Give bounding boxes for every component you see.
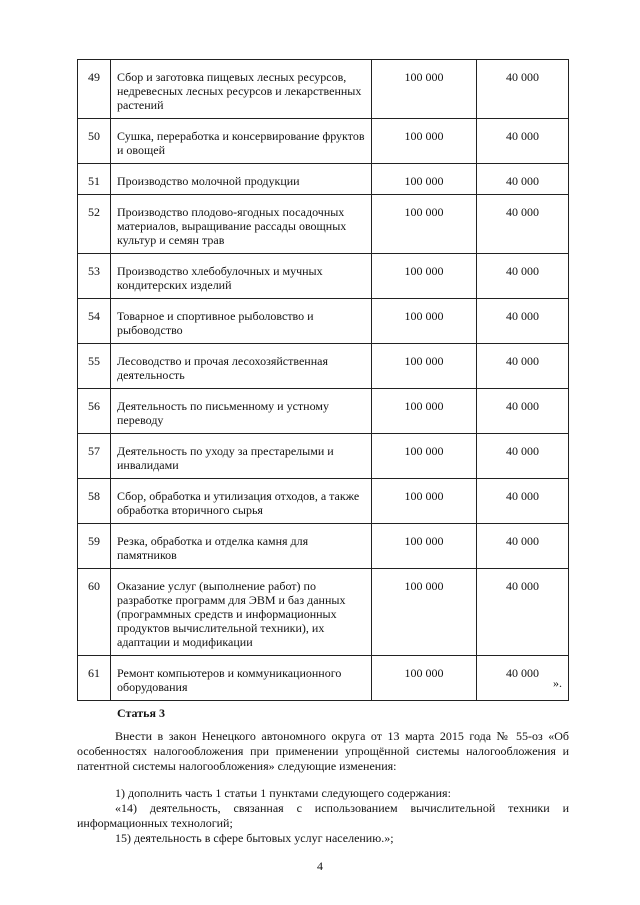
- table-row: [78, 479, 569, 524]
- activity-name-cell: Производство плодово-ягодных посадочных материалов, выращивание рассады овощных культур и семян трав: [111, 195, 372, 254]
- income-amount-cell: 100 000: [372, 656, 477, 701]
- activity-name-cell: Лесоводство и прочая лесохозяйственная деятельность: [111, 344, 372, 389]
- row-number-cell: 59: [78, 524, 111, 569]
- income-amount-cell: 100 000: [372, 195, 477, 254]
- row-number-cell: 52: [78, 195, 111, 254]
- activity-name-cell: Производство молочной продукции: [111, 164, 372, 195]
- second-amount-cell: 40 000: [477, 389, 569, 434]
- row-number-cell: 60: [78, 569, 111, 656]
- income-amount-cell: 100 000: [372, 299, 477, 344]
- second-amount-cell: 40 000: [477, 299, 569, 344]
- table-row: [78, 344, 569, 389]
- activity-name-cell: Оказание услуг (выполнение работ) по разработке программ для ЭВМ и баз данных (программных средств и информационных продуктов вычислительной техники), их адаптации и модификации: [111, 569, 372, 656]
- row-number-cell: 56: [78, 389, 111, 434]
- second-amount-cell: 40 000: [477, 569, 569, 656]
- income-amount-cell: 100 000: [372, 434, 477, 479]
- table-row: [78, 195, 569, 254]
- income-amount-cell: 100 000: [372, 479, 477, 524]
- income-amount-cell: 100 000: [372, 524, 477, 569]
- activity-name-cell: Сушка, переработка и консервирование фруктов и овощей: [111, 119, 372, 164]
- second-amount-cell: 40 000: [477, 254, 569, 299]
- article-paragraph-intro: Внести в закон Ненецкого автономного округа от 13 марта 2015 года № 55-оз «Об особенностях налогообложения при применении упрощённой системы налогообложения и патентной системы налогообложения» следующие изменения:: [77, 729, 569, 773]
- patent-activities-table: [77, 59, 569, 701]
- income-amount-cell: 100 000: [372, 164, 477, 195]
- article-paragraph-item-14: «14) деятельность, связанная с использованием вычислительной техники и информационных технологий;: [77, 801, 569, 830]
- row-number-cell: 54: [78, 299, 111, 344]
- income-amount-cell: 100 000: [372, 119, 477, 164]
- table-row: [78, 119, 569, 164]
- activity-name-cell: Резка, обработка и отделка камня для памятников: [111, 524, 372, 569]
- second-amount-cell: 40 000: [477, 164, 569, 195]
- activity-name-cell: Ремонт компьютеров и коммуникационного оборудования: [111, 656, 372, 701]
- second-amount-cell: 40 000: [477, 344, 569, 389]
- activity-name-cell: Производство хлебобулочных и мучных кондитерских изделий: [111, 254, 372, 299]
- page-number: 4: [317, 859, 323, 873]
- table-row: [78, 569, 569, 656]
- row-number-cell: 57: [78, 434, 111, 479]
- activity-name-cell: Товарное и спортивное рыболовство и рыбоводство: [111, 299, 372, 344]
- closing-quote: ».: [553, 676, 562, 690]
- income-amount-cell: 100 000: [372, 60, 477, 119]
- second-amount-cell: 40 000: [477, 434, 569, 479]
- income-amount-cell: 100 000: [372, 254, 477, 299]
- second-amount-cell: 40 000: [477, 60, 569, 119]
- second-amount-cell: 40 000: [477, 479, 569, 524]
- table-row: [78, 254, 569, 299]
- activity-name-cell: Деятельность по уходу за престарелыми и инвалидами: [111, 434, 372, 479]
- second-amount-cell: 40 000: [477, 195, 569, 254]
- row-number-cell: 55: [78, 344, 111, 389]
- table-row: [78, 299, 569, 344]
- article-title: Статья 3: [117, 706, 165, 720]
- article-paragraph-item-15: 15) деятельность в сфере бытовых услуг населению.»;: [115, 831, 394, 845]
- table-row: [78, 389, 569, 434]
- activity-name-cell: Сбор, обработка и утилизация отходов, а также обработка вторичного сырья: [111, 479, 372, 524]
- row-number-cell: 58: [78, 479, 111, 524]
- row-number-cell: 50: [78, 119, 111, 164]
- second-amount-cell: 40 000: [477, 119, 569, 164]
- income-amount-cell: 100 000: [372, 344, 477, 389]
- second-amount-cell: 40 000: [477, 656, 569, 701]
- row-number-cell: 61: [78, 656, 111, 701]
- activity-name-cell: Сбор и заготовка пищевых лесных ресурсов, недревесных лесных ресурсов и лекарственных растений: [111, 60, 372, 119]
- row-number-cell: 49: [78, 60, 111, 119]
- table-row: [78, 434, 569, 479]
- activity-name-cell: Деятельность по письменному и устному переводу: [111, 389, 372, 434]
- table-row: [78, 656, 569, 701]
- income-amount-cell: 100 000: [372, 569, 477, 656]
- table-body: [78, 60, 569, 701]
- table-row: [78, 524, 569, 569]
- table-row: [78, 164, 569, 195]
- second-amount-cell: 40 000: [477, 524, 569, 569]
- row-number-cell: 51: [78, 164, 111, 195]
- income-amount-cell: 100 000: [372, 389, 477, 434]
- article-paragraph-item-1: 1) дополнить часть 1 статьи 1 пунктами следующего содержания:: [115, 786, 451, 800]
- table-row: [78, 60, 569, 119]
- row-number-cell: 53: [78, 254, 111, 299]
